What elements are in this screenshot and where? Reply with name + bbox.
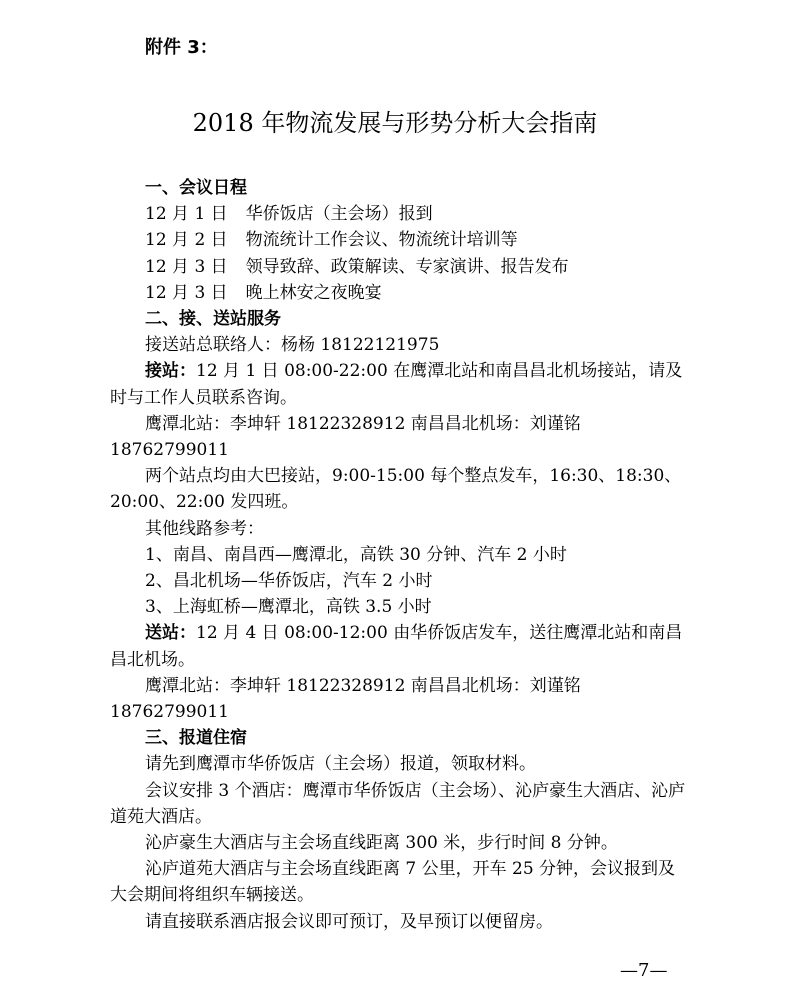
bus-info: 两个站点均由大巴接站，9:00-15:00 每个整点发车，16:30、18:30、20:00、22:00 发四班。 <box>110 466 682 513</box>
schedule-text: 华侨饭店（主会场）报到 <box>245 204 433 225</box>
route-item: 2、昌北机场—华侨饭店，汽车 2 小时 <box>145 571 433 592</box>
lodging-paragraph: 沁庐豪生大酒店与主会场直线距离 300 米，步行时间 8 分钟。 <box>145 833 618 854</box>
schedule-item <box>110 280 690 306</box>
lodging-paragraph: 会议安排 3 个酒店：鹰潭市华侨饭店（主会场）、沁庐豪生大酒店、沁庐道苑大酒店。 <box>110 780 686 827</box>
section-heading-lodging: 三、报道住宿 <box>145 728 247 749</box>
schedule-text: 领导致辞、政策解读、专家演讲、报告发布 <box>245 256 569 277</box>
dropoff-contacts: 鹰潭北站：李坤轩 18122328912 南昌昌北机场：刘谨铭 18762799011 <box>110 675 581 723</box>
page-title: 2018 年物流发展与形势分析大会指南 <box>192 109 598 137</box>
pickup-label: 接站： <box>145 361 196 382</box>
pickup-paragraph <box>110 358 690 410</box>
attachment-label: 附件 3： <box>145 37 218 58</box>
page-number: —7— <box>620 960 668 981</box>
schedule-text: 晚上林安之夜晚宴 <box>245 282 382 303</box>
shuttle-contact: 接送站总联络人：杨杨 18122121975 <box>145 335 440 356</box>
other-routes-label: 其他线路参考： <box>145 518 264 539</box>
dropoff-paragraph <box>110 620 690 672</box>
section-heading-shuttle: 二、接、送站服务 <box>145 309 281 330</box>
pickup-contacts: 鹰潭北站：李坤轩 18122328912 南昌昌北机场：刘谨铭 18762799011 <box>110 413 581 461</box>
route-item: 3、上海虹桥—鹰潭北，高铁 3.5 小时 <box>145 597 432 618</box>
schedule-item <box>110 254 690 280</box>
schedule-date: 12 月 3 日 <box>145 256 228 277</box>
route-item: 1、南昌、南昌西—鹰潭北，高铁 30 分钟、汽车 2 小时 <box>145 544 567 565</box>
document-body <box>110 175 690 935</box>
lodging-paragraph: 请先到鹰潭市华侨饭店（主会场）报道，领取材料。 <box>145 754 536 775</box>
dropoff-label: 送站： <box>145 623 196 644</box>
schedule-date: 12 月 3 日 <box>145 282 228 303</box>
schedule-date: 12 月 1 日 <box>145 204 228 225</box>
schedule-item <box>110 201 690 227</box>
section-heading-schedule: 一、会议日程 <box>145 178 247 198</box>
lodging-paragraph: 请直接联系酒店报会议即可预订，及早预订以便留房。 <box>145 911 553 932</box>
pickup-text: 12 月 1 日 08:00-22:00 在鹰潭北站和南昌昌北机场接站，请及时与工作人员联系咨询。 <box>110 361 683 408</box>
dropoff-text: 12 月 4 日 08:00-12:00 由华侨饭店发车，送往鹰潭北站和南昌昌北机场。 <box>110 623 683 670</box>
schedule-text: 物流统计工作会议、物流统计培训等 <box>245 230 518 251</box>
schedule-date: 12 月 2 日 <box>145 230 228 251</box>
lodging-paragraph: 沁庐道苑大酒店与主会场直线距离 7 公里，开车 25 分钟，会议报到及大会期间将组织车辆接送。 <box>110 859 676 906</box>
schedule-item <box>110 227 690 253</box>
